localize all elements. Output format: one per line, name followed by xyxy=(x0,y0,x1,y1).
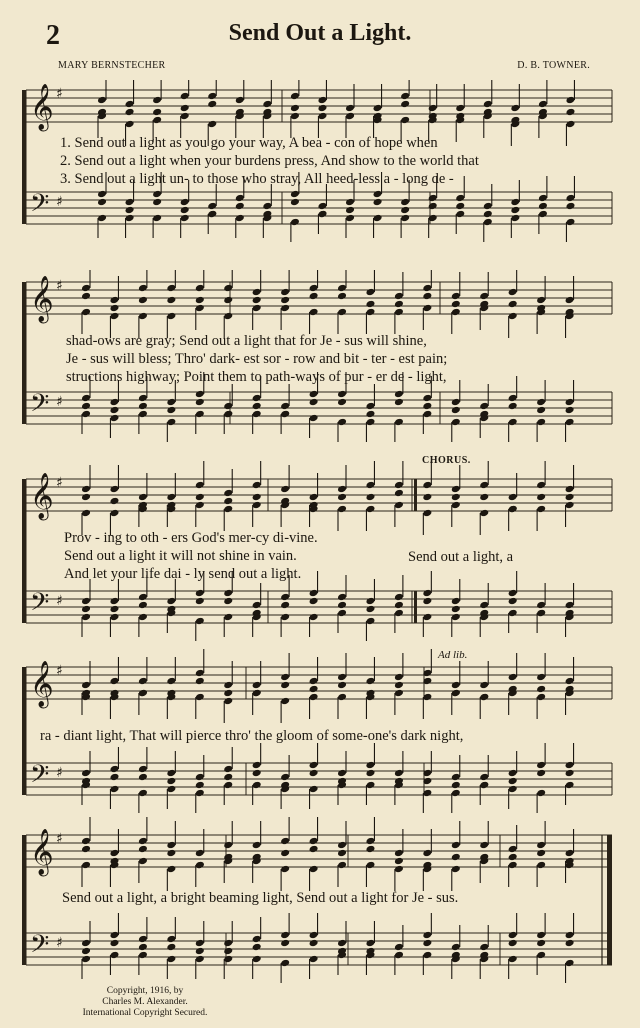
notehead xyxy=(166,849,176,858)
notehead xyxy=(97,198,107,207)
lyric-verse-1: Prov - ing to oth - ers God's mer-cy di-vine. xyxy=(64,530,318,546)
music-system-5 xyxy=(0,815,640,985)
notehead xyxy=(365,769,375,778)
chorus-label: CHORUS. xyxy=(422,455,471,466)
sharp-icon: ♯ xyxy=(56,831,63,847)
notehead xyxy=(280,296,290,305)
notehead xyxy=(451,493,461,502)
notehead xyxy=(166,296,176,305)
notehead xyxy=(422,292,432,301)
notehead xyxy=(138,773,148,782)
notehead xyxy=(81,493,91,502)
notehead xyxy=(180,104,190,113)
notehead xyxy=(235,202,245,211)
chorus-lyric: Send out a light, a xyxy=(408,549,514,565)
lyric-verse-3: 3. Send out a light un- to those who stray, All heed-less a - long de - xyxy=(60,171,454,187)
system-bracket xyxy=(22,282,26,424)
notehead xyxy=(252,296,262,305)
notehead xyxy=(365,410,375,419)
notehead xyxy=(508,777,518,786)
notehead xyxy=(538,202,548,211)
sharp-icon: ♯ xyxy=(56,475,63,491)
notehead xyxy=(365,845,375,854)
notehead xyxy=(337,849,347,858)
notehead xyxy=(565,493,575,502)
notehead xyxy=(138,296,148,305)
lyric-verse-3: And let your life dai - ly send out a light. xyxy=(64,566,302,582)
lyric-line: Send out a light, a bright beaming light, Send out a light for Je - sus. xyxy=(62,890,459,906)
notehead xyxy=(223,597,233,606)
notehead xyxy=(536,849,546,858)
notehead xyxy=(252,402,262,411)
notehead xyxy=(280,601,290,610)
system-bracket xyxy=(22,479,26,623)
hymn-title: Send Out a Light. xyxy=(228,20,412,46)
system-bracket xyxy=(22,667,26,795)
notehead xyxy=(565,769,575,778)
notehead xyxy=(223,947,233,956)
notehead xyxy=(138,943,148,952)
notehead xyxy=(138,402,148,411)
notehead xyxy=(394,398,404,407)
notehead xyxy=(223,689,233,698)
notehead xyxy=(373,198,383,207)
system-bracket xyxy=(22,835,26,965)
notehead xyxy=(309,939,319,948)
notehead xyxy=(81,947,91,956)
notehead xyxy=(195,781,205,790)
copyright-line-2: Charles M. Alexander. xyxy=(102,997,188,1007)
notehead xyxy=(223,296,233,305)
notehead xyxy=(508,939,518,948)
double-bar-line xyxy=(414,479,417,511)
lyric-line: ra - diant light, That will pierce thro' the gloom of some-one's dark night, xyxy=(40,728,464,744)
notehead xyxy=(565,202,575,211)
hymn-header xyxy=(0,0,640,80)
notehead xyxy=(508,853,518,862)
notehead xyxy=(309,398,319,407)
notehead xyxy=(125,206,135,215)
notehead xyxy=(508,597,518,606)
notehead xyxy=(365,493,375,502)
notehead xyxy=(252,493,262,502)
notehead xyxy=(428,202,438,211)
notehead xyxy=(394,857,404,866)
notehead xyxy=(337,493,347,502)
notehead xyxy=(337,681,347,690)
notehead xyxy=(394,489,404,498)
sharp-icon: ♯ xyxy=(56,935,63,951)
notehead xyxy=(109,497,119,506)
lyric-verse-3: structions highway; Point them to path-ways of pur - er de - light, xyxy=(66,369,447,385)
notehead xyxy=(422,597,432,606)
notehead xyxy=(309,845,319,854)
notehead xyxy=(109,773,119,782)
system-bracket xyxy=(22,90,26,224)
notehead xyxy=(536,939,546,948)
notehead xyxy=(309,769,319,778)
notehead xyxy=(166,406,176,415)
notehead xyxy=(81,292,91,301)
notehead xyxy=(280,849,290,858)
notehead xyxy=(109,605,119,614)
notehead xyxy=(152,198,162,207)
notehead xyxy=(138,601,148,610)
copyright-line-3: International Copyright Secured. xyxy=(82,1008,208,1018)
lyric-verse-1: 1. Send out a light as you go your way, A bea - con of hope when xyxy=(60,135,438,151)
notehead xyxy=(317,104,327,113)
treble-clef-icon: 𝄞 xyxy=(30,276,54,322)
bass-clef-icon: 𝄢 xyxy=(30,189,50,224)
notehead xyxy=(455,202,465,211)
notehead xyxy=(345,206,355,215)
notehead xyxy=(451,300,461,309)
notehead xyxy=(309,292,319,301)
sharp-icon: ♯ xyxy=(56,394,63,410)
notehead xyxy=(223,497,233,506)
final-bar-line xyxy=(607,835,612,965)
notehead xyxy=(422,939,432,948)
notehead xyxy=(195,398,205,407)
score-system-1 xyxy=(0,80,640,260)
notehead xyxy=(223,773,233,782)
notehead xyxy=(309,597,319,606)
notehead xyxy=(252,943,262,952)
treble-clef-icon: 𝄞 xyxy=(30,84,54,130)
notehead xyxy=(152,108,162,117)
notehead xyxy=(195,597,205,606)
notehead xyxy=(166,777,176,786)
notehead xyxy=(536,406,546,415)
page-number: 2 xyxy=(46,20,60,51)
notehead xyxy=(510,206,520,215)
notehead xyxy=(290,104,300,113)
bass-clef-icon: 𝄢 xyxy=(30,930,50,965)
notehead xyxy=(195,296,205,305)
notehead xyxy=(422,493,432,502)
bass-clef-icon: 𝄢 xyxy=(30,760,50,795)
notehead xyxy=(394,601,404,610)
notehead xyxy=(125,108,135,117)
notehead xyxy=(337,601,347,610)
notehead xyxy=(195,493,205,502)
notehead xyxy=(109,939,119,948)
treble-clef-icon: 𝄞 xyxy=(30,829,54,875)
notehead xyxy=(451,605,461,614)
notehead xyxy=(536,769,546,778)
author-credit: MARY BERNSTECHER xyxy=(58,60,166,71)
notehead xyxy=(337,292,347,301)
ad-lib-marking: Ad lib. xyxy=(438,649,468,661)
notehead xyxy=(479,493,489,502)
notehead xyxy=(451,853,461,862)
notehead xyxy=(451,781,461,790)
notehead xyxy=(565,939,575,948)
bass-clef-icon: 𝄢 xyxy=(30,389,50,424)
music-system-4 xyxy=(0,645,640,815)
treble-clef-icon: 𝄞 xyxy=(30,661,54,707)
sharp-icon: ♯ xyxy=(56,593,63,609)
music-system-1 xyxy=(0,80,640,260)
notehead xyxy=(81,845,91,854)
bass-clef-icon: 𝄢 xyxy=(30,588,50,623)
sharp-icon: ♯ xyxy=(56,663,63,679)
notehead xyxy=(252,769,262,778)
notehead xyxy=(109,406,119,415)
lyric-verse-2: Je - sus will bless; Thro' dark- est sor - row and bit - ter - est pain; xyxy=(66,351,448,367)
notehead xyxy=(280,939,290,948)
music-system-2 xyxy=(0,270,640,455)
treble-clef-icon: 𝄞 xyxy=(30,473,54,519)
notehead xyxy=(365,605,375,614)
copyright-notice xyxy=(0,986,290,1019)
notehead xyxy=(207,100,217,109)
notehead xyxy=(195,677,205,686)
notehead xyxy=(565,108,575,117)
notehead xyxy=(400,206,410,215)
notehead xyxy=(290,198,300,207)
notehead xyxy=(81,605,91,614)
notehead xyxy=(400,100,410,109)
lyric-verse-1: shad-ows are gray; Send out a light that for Je - sus will shine, xyxy=(66,333,427,349)
music-system-3 xyxy=(0,455,640,645)
notehead xyxy=(451,406,461,415)
sharp-icon: ♯ xyxy=(56,194,63,210)
notehead xyxy=(536,685,546,694)
copyright-line-1: Copyright, 1916, by xyxy=(106,986,184,996)
notehead xyxy=(508,300,518,309)
notehead xyxy=(394,300,404,309)
notehead xyxy=(365,300,375,309)
notehead xyxy=(180,206,190,215)
notehead xyxy=(422,402,432,411)
composer-credit: D. B. TOWNER. xyxy=(517,60,590,71)
sharp-icon: ♯ xyxy=(56,86,63,102)
notehead xyxy=(394,681,404,690)
notehead xyxy=(280,681,290,690)
notehead xyxy=(81,402,91,411)
notehead xyxy=(109,304,119,313)
notehead xyxy=(508,402,518,411)
notehead xyxy=(309,685,319,694)
notehead xyxy=(483,210,493,219)
notehead xyxy=(166,943,176,952)
sharp-icon: ♯ xyxy=(56,765,63,781)
notehead xyxy=(337,398,347,407)
notehead xyxy=(565,406,575,415)
double-bar-line xyxy=(414,591,417,623)
notehead xyxy=(536,493,546,502)
lyric-verse-2: 2. Send out a light when your burdens press, And show to the world that xyxy=(60,153,479,169)
notehead xyxy=(138,845,148,854)
notehead xyxy=(195,947,205,956)
sharp-icon: ♯ xyxy=(56,278,63,294)
lyric-verse-2: Send out a light it will not shine in vain. xyxy=(64,548,297,564)
